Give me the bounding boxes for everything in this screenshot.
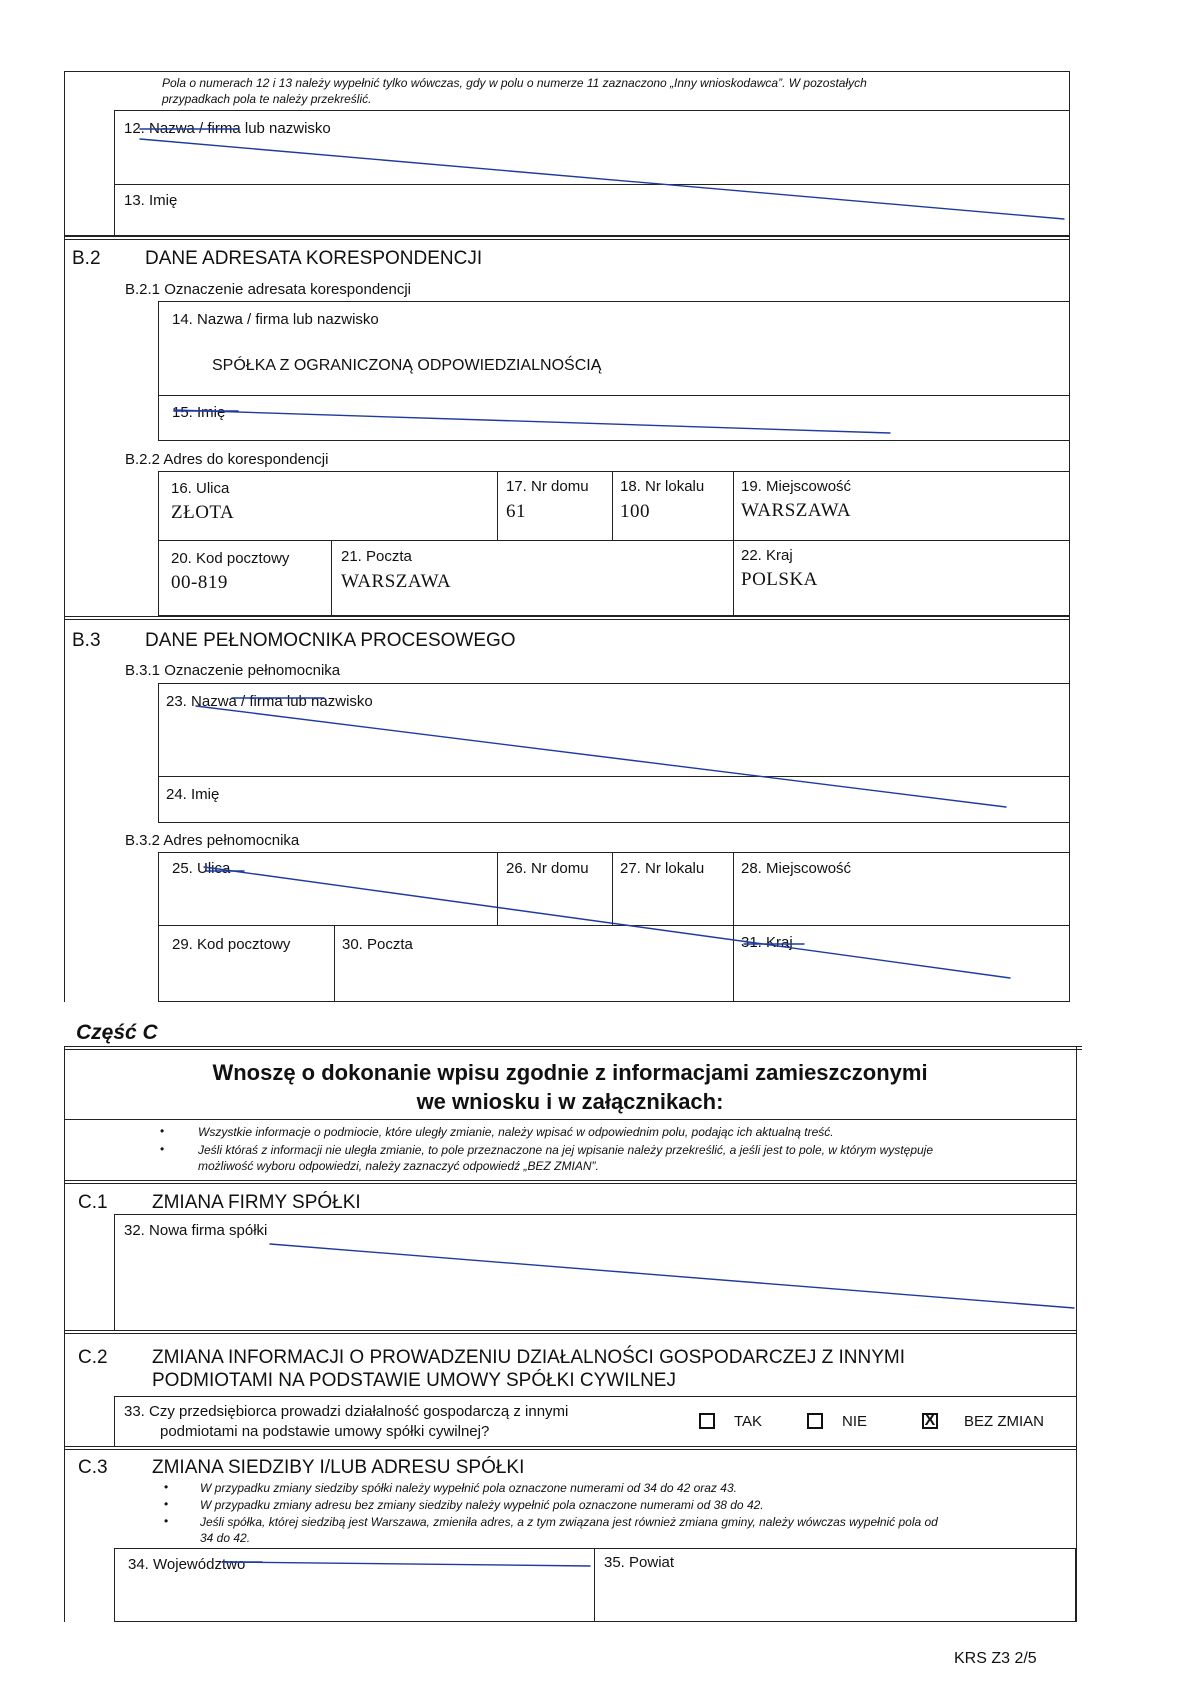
b3-title: DANE PEŁNOMOCNIKA PROCESOWEGO bbox=[145, 630, 516, 651]
option-nie-label: NIE bbox=[842, 1413, 868, 1430]
b2-code: B.2 bbox=[72, 248, 101, 269]
field-28-label: 28. Miejscowość bbox=[741, 860, 852, 877]
page-footer: KRS Z3 2/5 bbox=[954, 1650, 1037, 1667]
b3-2-col-27 bbox=[612, 852, 613, 925]
c3-col-35 bbox=[594, 1548, 595, 1622]
b3-2-col-26 bbox=[497, 852, 498, 925]
field-33-label-line2: podmiotami na podstawie umowy spółki cywilnej? bbox=[160, 1423, 490, 1440]
field-16-value[interactable]: ZŁOTA bbox=[171, 502, 235, 523]
b2-2-subtitle: B.2.2 Adres do korespondencji bbox=[125, 451, 329, 468]
c3-bullet2: W przypadku zmiany adresu bez zmiany siedziby należy wypełnić pola oznaczone numerami od 38 do 42. bbox=[200, 1498, 764, 1512]
b1-divider bbox=[114, 110, 1070, 111]
b3-left-rule bbox=[64, 616, 65, 1002]
c3-top-rule bbox=[64, 1446, 1076, 1450]
field-13-label: 13. Imię bbox=[124, 192, 178, 209]
b2-2-col-18 bbox=[612, 471, 613, 540]
field-14-label: 14. Nazwa / firma lub nazwisko bbox=[172, 311, 379, 328]
b2-2-row-divider bbox=[158, 540, 1070, 541]
field-23-label: 23. Nazwa / firma lub nazwisko bbox=[166, 693, 373, 710]
strike-field-32 bbox=[270, 1244, 1074, 1308]
field-35-label: 35. Powiat bbox=[604, 1554, 675, 1571]
field-19-value[interactable]: WARSZAWA bbox=[741, 500, 852, 521]
c3-bullet1: W przypadku zmiany siedziby spółki należy wypełnić pola oznaczone numerami od 34 do 42 oraz 43. bbox=[200, 1481, 737, 1495]
c3-bullet3-line1: Jeśli spółka, której siedzibą jest Warszawa, zmieniła adres, a z tym związana jest również zmiana gminy, należy wówczas wypełnić pola od bbox=[200, 1515, 938, 1529]
b2-left-rule bbox=[64, 236, 65, 616]
option-tak-label: TAK bbox=[734, 1413, 763, 1430]
field-14-value[interactable]: SPÓŁKA Z OGRANICZONĄ ODPOWIEDZIALNOŚCIĄ bbox=[212, 357, 602, 374]
field-26-label: 26. Nr domu bbox=[506, 860, 589, 877]
option-nie-checkbox[interactable] bbox=[807, 1413, 823, 1429]
b2-top-rule bbox=[64, 236, 1070, 240]
field-24-label: 24. Imię bbox=[166, 786, 220, 803]
b1-left-rule bbox=[114, 110, 115, 236]
bullet-dot: • bbox=[164, 1514, 169, 1528]
field-30-label: 30. Poczta bbox=[342, 936, 413, 953]
c3-bullet3-line2: 34 do 42. bbox=[200, 1531, 251, 1545]
c1-title: ZMIANA FIRMY SPÓŁKI bbox=[152, 1192, 361, 1213]
field-33-label-line1: 33. Czy przedsiębiorca prowadzi działalność gospodarczą z innymi bbox=[124, 1403, 569, 1420]
field-22-label: 22. Kraj bbox=[741, 547, 793, 564]
bullet-dot: • bbox=[164, 1480, 169, 1494]
bullet-dot: • bbox=[164, 1497, 169, 1511]
field-17-label: 17. Nr domu bbox=[506, 478, 589, 495]
field-12-label: 12. Nazwa / firma lub nazwisko bbox=[124, 120, 331, 137]
c1-top-rule bbox=[64, 1180, 1076, 1184]
b3-2-subtitle: B.3.2 Adres pełnomocnika bbox=[125, 832, 300, 849]
b3-2-row-divider bbox=[158, 925, 1070, 926]
bullet-dot: • bbox=[160, 1142, 165, 1156]
option-bez-zmian-label: BEZ ZMIAN bbox=[964, 1413, 1045, 1430]
option-tak-checkbox[interactable] bbox=[699, 1413, 715, 1429]
part-c-top-rule bbox=[64, 1046, 1082, 1050]
c2-title-line2: PODMIOTAMI NA PODSTAWIE UMOWY SPÓŁKI CYWILNEJ bbox=[152, 1370, 676, 1391]
part-c-right-rule bbox=[1076, 1046, 1077, 1622]
c1-box-top bbox=[114, 1214, 1076, 1215]
field-23-24-divider bbox=[158, 776, 1070, 777]
b2-1-subtitle: B.2.1 Oznaczenie adresata korespondencji bbox=[125, 281, 412, 298]
c2-title-line1: ZMIANA INFORMACJI O PROWADZENIU DZIAŁALNOŚCI GOSPODARCZEJ Z INNYMI bbox=[152, 1347, 906, 1368]
field-18-label: 18. Nr lokalu bbox=[620, 478, 705, 495]
c1-code: C.1 bbox=[78, 1192, 108, 1213]
c2-code: C.2 bbox=[78, 1347, 108, 1368]
c1-box-left bbox=[114, 1214, 115, 1330]
b2-2-col-17 bbox=[497, 471, 498, 540]
part-c-left-rule bbox=[64, 1046, 65, 1622]
b2-title: DANE ADRESATA KORESPONDENCJI bbox=[145, 248, 483, 269]
field-20-label: 20. Kod pocztowy bbox=[171, 550, 290, 567]
field-19-label: 19. Miejscowość bbox=[741, 478, 852, 495]
field-22-value[interactable]: POLSKA bbox=[741, 569, 818, 590]
b2-2-col-21 bbox=[331, 540, 332, 616]
b3-code: B.3 bbox=[72, 630, 101, 651]
field-21-value[interactable]: WARSZAWA bbox=[341, 571, 452, 592]
b1-note-line1: Pola o numerach 12 i 13 należy wypełnić tylko wówczas, gdy w polu o numerze 11 zaznaczono „Inny wnioskodawca”. W pozostałych bbox=[162, 76, 867, 90]
c2-top-rule bbox=[64, 1330, 1076, 1334]
field-20-value[interactable]: 00-819 bbox=[171, 572, 228, 593]
b3-2-col-30 bbox=[334, 925, 335, 1002]
c2-box-top bbox=[114, 1396, 1076, 1397]
b2-2-box bbox=[158, 471, 1070, 616]
c3-code: C.3 bbox=[78, 1457, 108, 1478]
field-29-label: 29. Kod pocztowy bbox=[172, 936, 291, 953]
b3-2-col-28 bbox=[733, 852, 734, 1002]
part-c-heading-line1: Wnoszę o dokonanie wpisu zgodnie z informacjami zamieszczonymi bbox=[212, 1060, 928, 1085]
part-c-bullet2-line1: Jeśli któraś z informacji nie uległa zmianie, to pole przeznaczone na jej wpisanie należy przekreślić, a jeśli jest to pole, w którym występuje bbox=[198, 1143, 933, 1157]
part-c-bullet2-line2: możliwość wyboru odpowiedzi, należy zaznaczyć odpowiedź „BEZ ZMIAN”. bbox=[198, 1159, 599, 1173]
field-31-label: 31. Kraj bbox=[741, 934, 793, 951]
c2-box-left bbox=[114, 1396, 115, 1446]
c3-title: ZMIANA SIEDZIBY I/LUB ADRESU SPÓŁKI bbox=[152, 1457, 525, 1478]
field-16-label: 16. Ulica bbox=[171, 480, 230, 497]
field-34-label: 34. Województwo bbox=[128, 1556, 246, 1573]
part-c-title: Część C bbox=[76, 1021, 158, 1044]
option-bez-zmian-mark: X bbox=[924, 1412, 936, 1429]
part-c-bullet1: Wszystkie informacje o podmiocie, które uległy zmianie, należy wpisać w odpowiednim polu, podając ich aktualną treść. bbox=[198, 1125, 834, 1139]
b2-2-col-19 bbox=[733, 471, 734, 616]
field-21-label: 21. Poczta bbox=[341, 548, 412, 565]
part-c-heading-divider bbox=[64, 1119, 1076, 1120]
field-18-value[interactable]: 100 bbox=[620, 501, 650, 522]
field-14-15-divider bbox=[158, 395, 1070, 396]
field-32-label: 32. Nowa firma spółki bbox=[124, 1222, 268, 1239]
field-12-13-divider bbox=[114, 184, 1070, 185]
field-25-label: 25. Ulica bbox=[172, 860, 231, 877]
b1-note-line2: przypadkach pola te należy przekreślić. bbox=[162, 92, 372, 106]
field-27-label: 27. Nr lokalu bbox=[620, 860, 705, 877]
b3-top-rule bbox=[64, 616, 1070, 620]
field-15-label: 15. Imię bbox=[172, 404, 226, 421]
c3-box bbox=[114, 1548, 1076, 1622]
part-c-heading-line2: we wniosku i w załącznikach: bbox=[416, 1089, 724, 1114]
b3-1-subtitle: B.3.1 Oznaczenie pełnomocnika bbox=[125, 662, 341, 679]
b3-2-box bbox=[158, 852, 1070, 1002]
field-17-value[interactable]: 61 bbox=[506, 501, 526, 522]
bullet-dot: • bbox=[160, 1124, 165, 1138]
